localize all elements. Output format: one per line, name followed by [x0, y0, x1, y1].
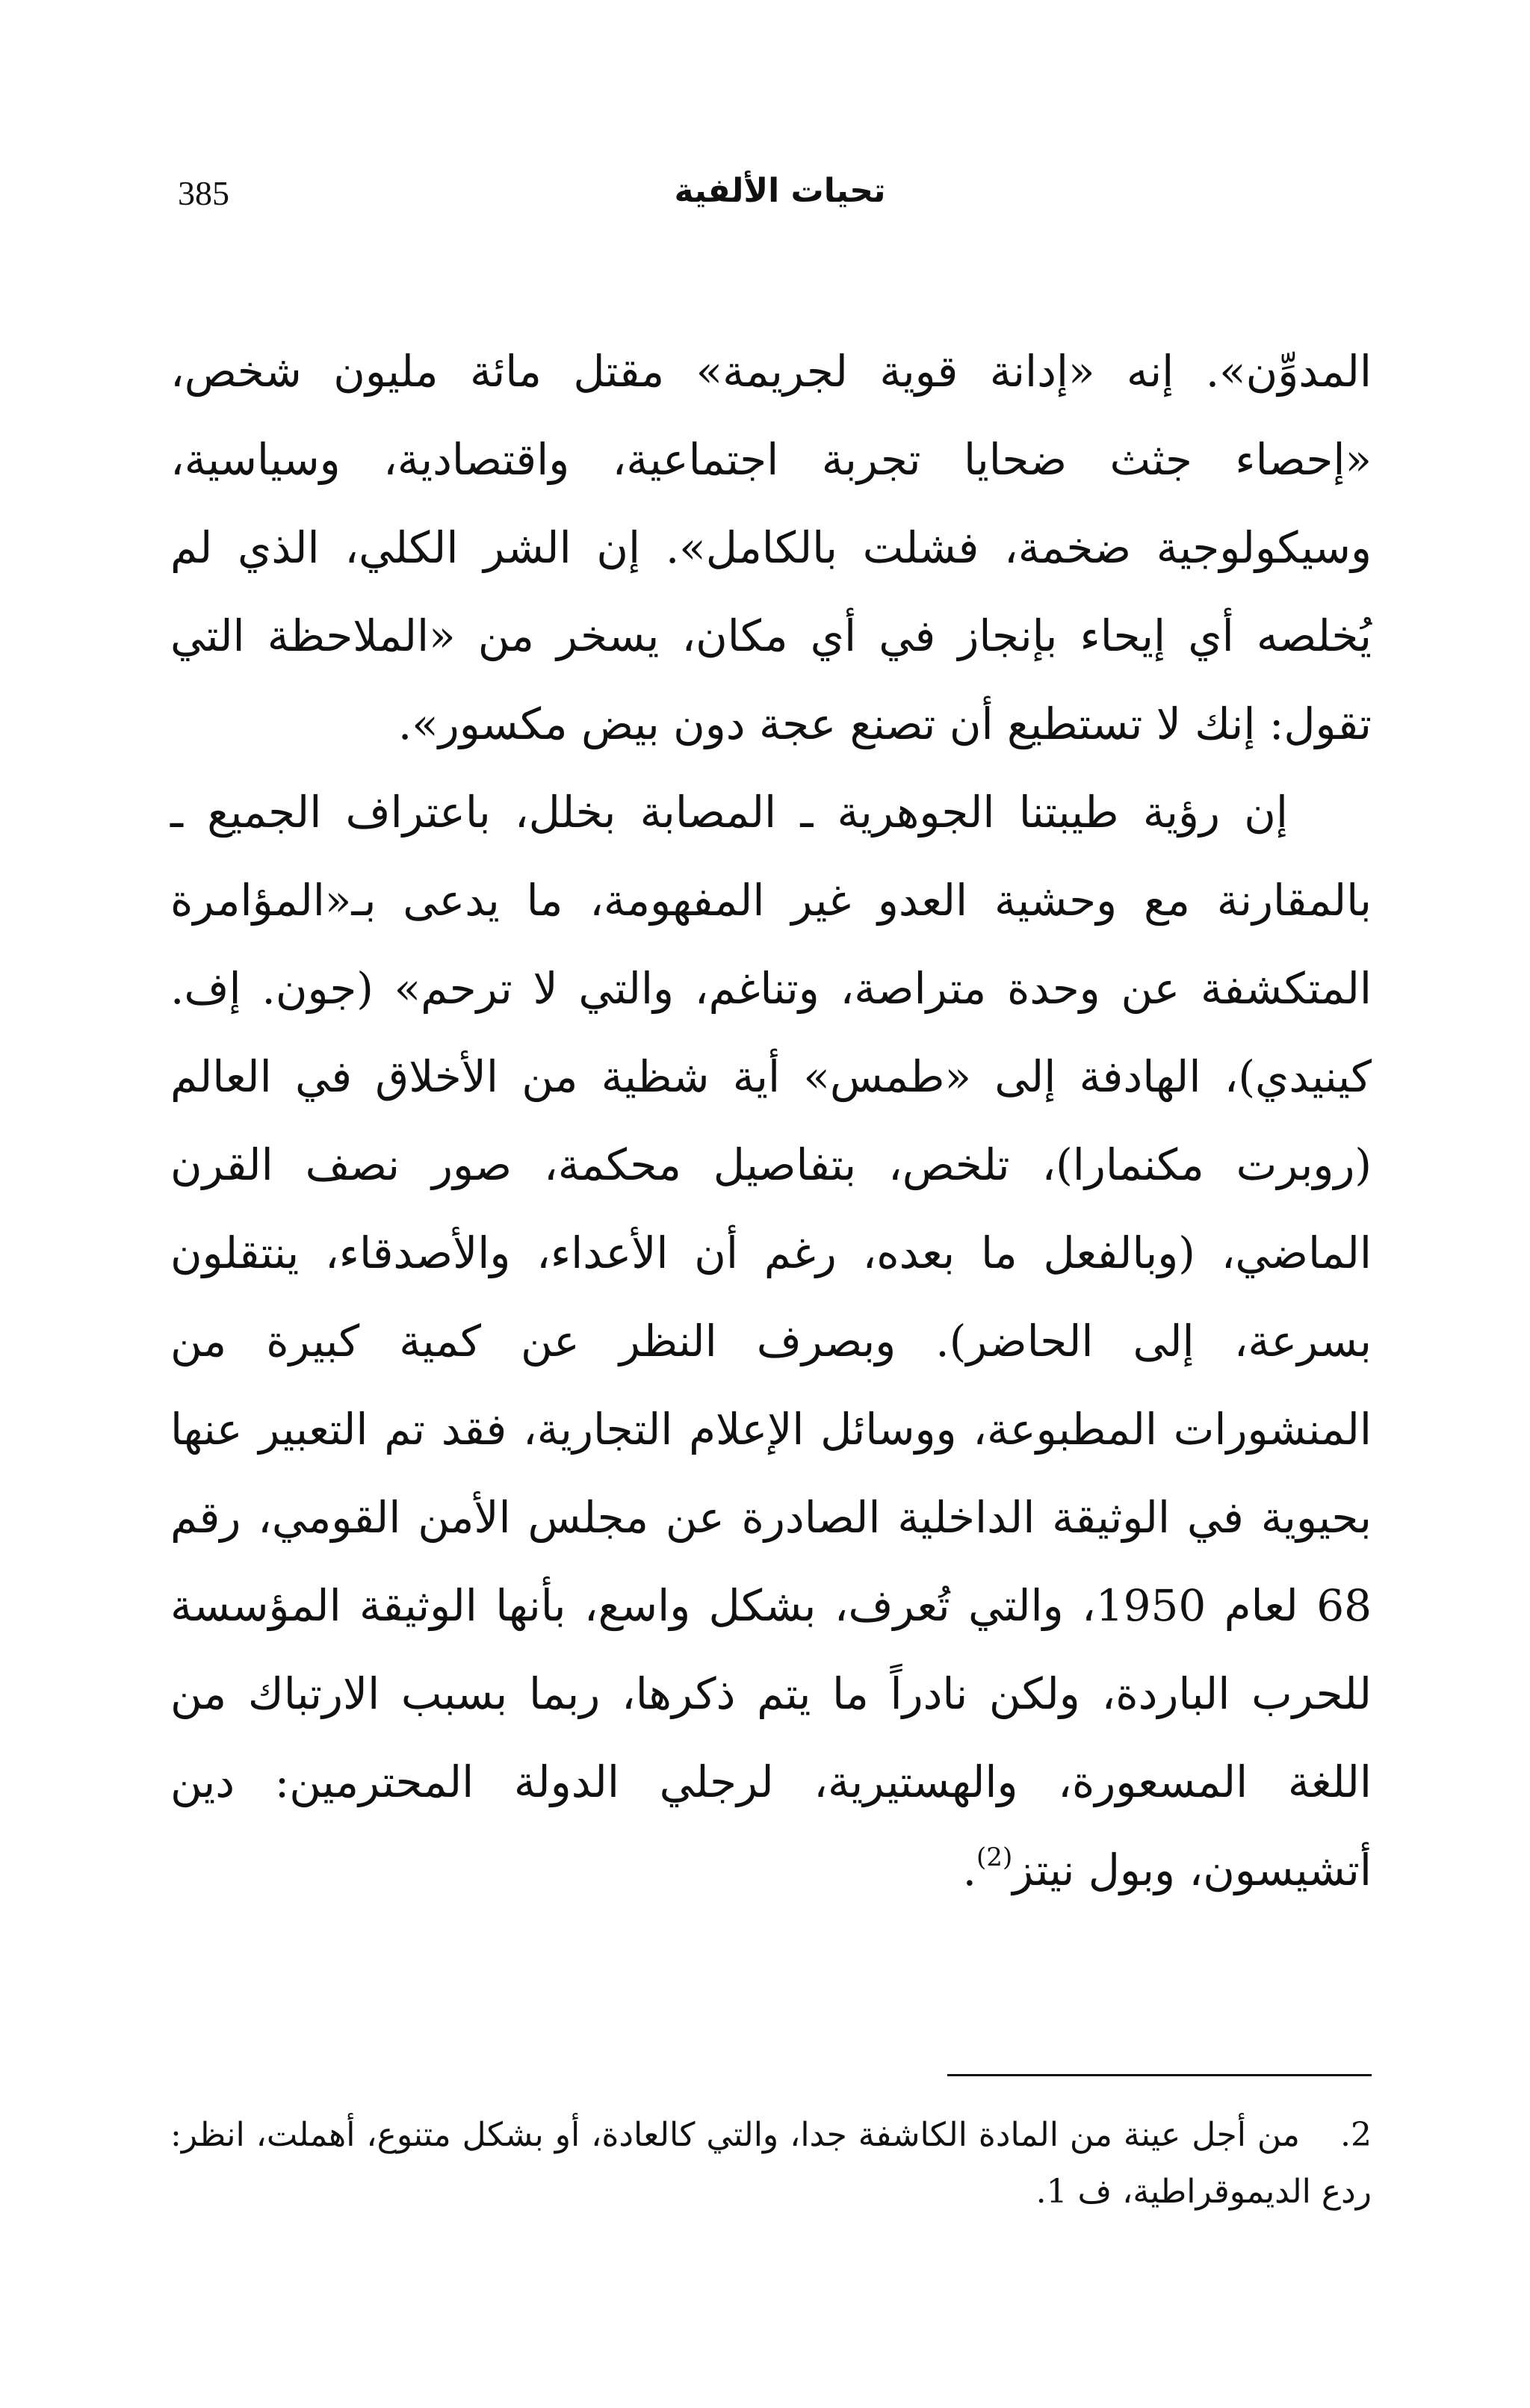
main-body-text	[170, 327, 1372, 1914]
paragraph	[170, 768, 1372, 1914]
footnote-label: 2.	[1340, 2116, 1372, 2154]
footnote-entry	[170, 2107, 1372, 2220]
footnote-divider	[947, 2074, 1372, 2076]
footnote-text: من أجل عينة من المادة الكاشفة جدا، والتي كالعادة، أو بشكل متنوع، أهملت، انظر: ردع الديموقراطية، ف 1.	[170, 2116, 1372, 2211]
paragraph-text: إن رؤية طيبتنا الجوهرية ـ المصابة بخلل، باعتراف الجميع ـ بالمقارنة مع وحشية العدو غير المفهومة، ما يدعى بـ«المؤامرة المتكشفة عن وحدة متراصة، وتناغم، والتي لا ترحم» (جون. إف. كينيدي)، الهادفة إلى «طمس» أية شظية من الأخلاق في العالم (روبرت مكنمارا)، تلخص، بتفاصيل محكمة، صور نصف القرن الماضي، (وبالفعل ما بعده، رغم أن الأعداء، والأصدقاء، ينتقلون بسرعة، إلى الحاضر). وبصرف النظر عن كمية كبيرة من المنشورات المطبوعة، ووسائل الإعلام التجارية، فقد تم التعبير عنها بحيوية في الوثيقة الداخلية الصادرة عن مجلس الأمن القومي، رقم 68 لعام 1950، والتي تُعرف، بشكل واسع، بأنها الوثيقة المؤسسة للحرب الباردة، ولكن نادراً ما يتم ذكرها، ربما بسبب الارتباك من اللغة المسعورة، والهستيرية، لرجلي الدولة المحترمين: دين أتشيسون، وبول نيتز	[170, 787, 1372, 1895]
paragraph-end-punctuation: .	[962, 1845, 977, 1895]
paragraph: المدوِّن». إنه «إدانة قوية لجريمة» مقتل مائة مليون شخص، «إحصاء جثث ضحايا تجربة اجتماعية، واقتصادية، وسياسية، وسيكولوجية ضخمة، فشلت بالكامل». إن الشر الكلي، الذي لم يُخلصه أي إيحاء بإنجاز في أي مكان، يسخر من «الملاحظة التي تقول: إنك لا تستطيع أن تصنع عجة دون بيض مكسور».	[170, 346, 1372, 749]
footnote-reference: (2)	[976, 1842, 1013, 1872]
running-title: تحيات الألفية	[674, 172, 886, 210]
footnote	[170, 2107, 1372, 2220]
page-number: 385	[178, 174, 229, 212]
